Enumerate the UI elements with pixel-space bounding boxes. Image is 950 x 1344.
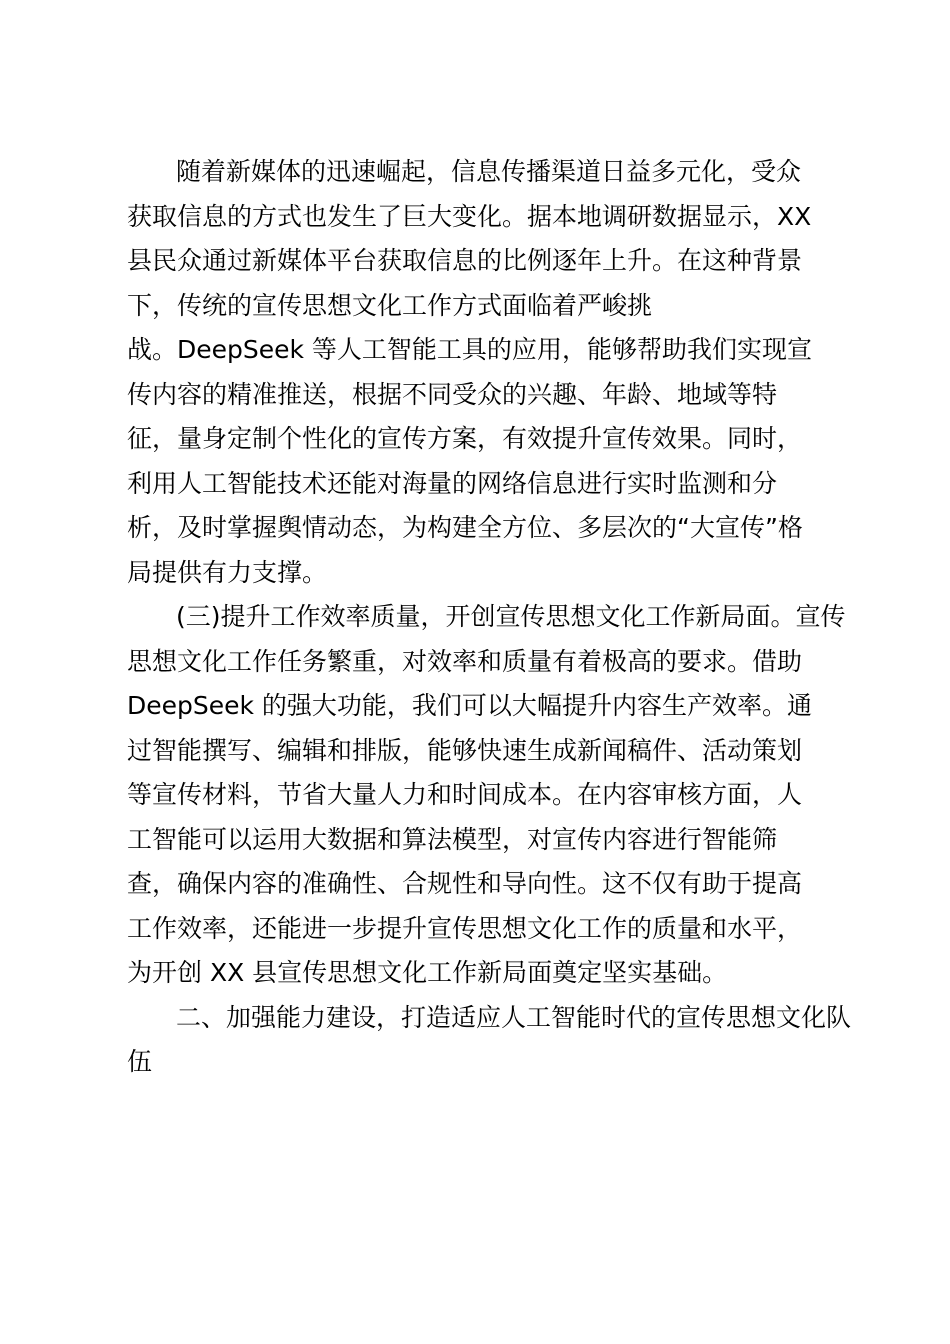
text-line: 等宣传材料，节省大量人力和时间成本。在内容审核方面，人: [127, 780, 803, 809]
text-line: 局提供有力支撑。: [127, 557, 328, 587]
text-line: 思想文化工作任务繁重，对效率和质量有着极高的要求。借助: [127, 646, 803, 676]
heading-line: 二、加强能力建设，打造适应人工智能时代的宣传思想文化队: [176, 1002, 852, 1032]
paragraph-new-media-challenge: [127, 150, 827, 595]
text-line: 为开创 XX 县宣传思想文化工作新局面奠定坚实基础。: [127, 958, 728, 987]
text-line: 征，量身定制个性化的宣传方案，有效提升宣传效果。同时，: [127, 424, 803, 453]
text-line: 查，确保内容的准确性、合规性和导向性。这不仅有助于提高: [127, 869, 803, 898]
text-line: 利用人工智能技术还能对海量的网络信息进行实时监测和分: [127, 468, 778, 498]
text-line: 县民众通过新媒体平台获取信息的比例逐年上升。在这种背景: [127, 246, 803, 275]
text-line: 传内容的精准推送，根据不同受众的兴趣、年龄、地域等特: [127, 379, 778, 409]
text-line: 过智能撰写、编辑和排版，能够快速生成新闻稿件、活动策划: [127, 735, 803, 765]
text-line: 工作效率，还能进一步提升宣传思想文化工作的质量和水平，: [127, 913, 803, 943]
text-line: 随着新媒体的迅速崛起，信息传播渠道日益多元化，受众: [176, 157, 802, 186]
text-line: 下，传统的宣传思想文化工作方式面临着严峻挑: [127, 290, 653, 320]
text-line: DeepSeek 的强大功能，我们可以大幅提升内容生产效率。通: [127, 691, 812, 720]
text-line: 析，及时掌握舆情动态，为构建全方位、多层次的“大宣传”格: [127, 513, 803, 542]
text-line: (三)提升工作效率质量，开创宣传思想文化工作新局面。宣传: [176, 602, 846, 631]
text-line: 工智能可以运用大数据和算法模型，对宣传内容进行智能筛: [127, 824, 778, 854]
text-line: 获取信息的方式也发生了巨大变化。据本地调研数据显示，XX: [127, 201, 812, 231]
document-body: [127, 150, 852, 1085]
section-heading: [127, 996, 852, 1085]
paragraph-efficiency-quality: [127, 595, 846, 996]
heading-line: 伍: [127, 1047, 153, 1076]
text-line: 战。DeepSeek 等人工智能工具的应用，能够帮助我们实现宣: [127, 335, 812, 364]
